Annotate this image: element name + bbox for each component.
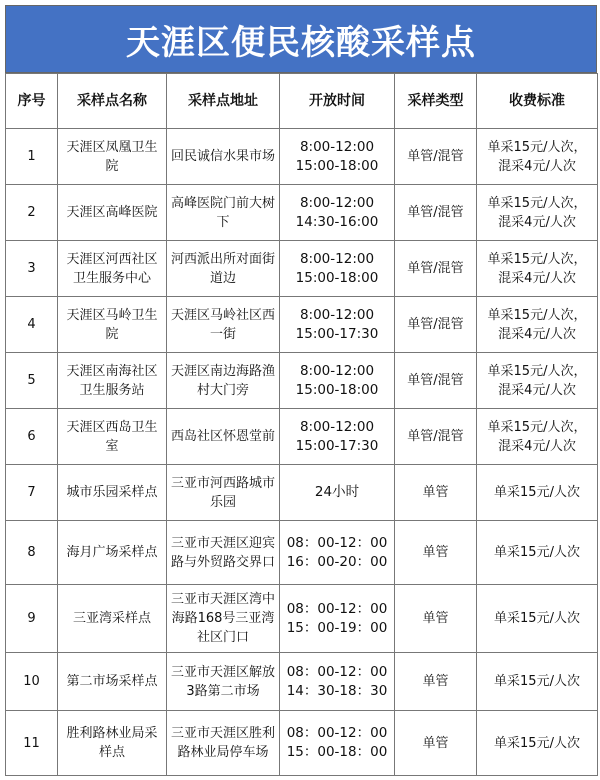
cell-fee-line: 混采4元/人次 bbox=[498, 270, 576, 286]
cell-fee-line: 混采4元/人次 bbox=[498, 438, 576, 454]
cell-time bbox=[280, 585, 395, 653]
cell-type-line: 单管/混管 bbox=[407, 373, 464, 388]
cell-address bbox=[167, 585, 280, 653]
cell-name-line: 胜利路林业局采样点 bbox=[66, 726, 158, 760]
cell-name-line: 海月广场采样点 bbox=[66, 545, 158, 560]
cell-name-line: 天涯区马岭卫生院 bbox=[66, 307, 158, 342]
cell-type-line: 单管 bbox=[422, 485, 449, 500]
cell-name bbox=[58, 185, 167, 241]
header-name: 采样点名称 bbox=[58, 74, 167, 129]
cell-time-line: 08：00-12：00 bbox=[286, 725, 388, 741]
table-row bbox=[6, 653, 598, 711]
cell-name bbox=[58, 465, 167, 521]
cell-fee bbox=[477, 297, 598, 353]
cell-fee bbox=[477, 129, 598, 185]
cell-address-line: 三亚市天涯区湾中海路168号三亚湾社区门口 bbox=[170, 592, 275, 645]
cell-no-line: 11 bbox=[23, 735, 40, 751]
cell-no-line: 9 bbox=[27, 611, 36, 626]
cell-time-line: 14:30-16:00 bbox=[295, 213, 379, 230]
cell-type bbox=[395, 711, 477, 776]
header-fee: 收费标准 bbox=[477, 74, 598, 129]
table-row bbox=[6, 465, 598, 521]
cell-name bbox=[58, 353, 167, 409]
cell-name-line: 天涯区河西社区卫生服务中心 bbox=[66, 251, 158, 286]
cell-type-line: 单管/混管 bbox=[407, 429, 464, 444]
cell-no-line: 2 bbox=[27, 205, 36, 220]
cell-time-line: 8:00-12:00 bbox=[299, 306, 375, 323]
cell-type bbox=[395, 465, 477, 521]
cell-time bbox=[280, 185, 395, 241]
cell-fee bbox=[477, 185, 598, 241]
cell-name bbox=[58, 521, 167, 585]
table-row bbox=[6, 711, 598, 776]
cell-fee-line: 单采15元/人次， bbox=[487, 139, 587, 155]
cell-fee bbox=[477, 409, 598, 465]
table-row bbox=[6, 409, 598, 465]
cell-name-line: 城市乐园采样点 bbox=[66, 485, 158, 500]
cell-time bbox=[280, 521, 395, 585]
cell-name bbox=[58, 409, 167, 465]
cell-address-line: 三亚市河西路城市乐园 bbox=[170, 475, 275, 510]
cell-address bbox=[167, 711, 280, 776]
cell-name-line: 天涯区西岛卫生室 bbox=[66, 419, 158, 454]
cell-name bbox=[58, 241, 167, 297]
cell-time-line: 24小时 bbox=[314, 484, 360, 500]
cell-time-line: 08：00-12：00 bbox=[286, 663, 388, 680]
cell-no-line: 10 bbox=[23, 674, 40, 689]
cell-name-line: 第二市场采样点 bbox=[66, 674, 158, 689]
cell-address bbox=[167, 297, 280, 353]
cell-type bbox=[395, 353, 477, 409]
cell-fee-line: 混采4元/人次 bbox=[498, 158, 576, 174]
cell-no bbox=[6, 353, 58, 409]
cell-no-line: 5 bbox=[27, 373, 36, 388]
sampling-sites-table bbox=[5, 73, 598, 776]
cell-address-line: 三亚市天涯区胜利路林业局停车场 bbox=[170, 726, 275, 760]
sampling-sites-document bbox=[5, 5, 597, 776]
cell-no bbox=[6, 241, 58, 297]
cell-time-line: 15:00-17:30 bbox=[295, 437, 379, 454]
cell-time-line: 15：00-19：00 bbox=[286, 619, 388, 636]
cell-type-line: 单管 bbox=[422, 735, 449, 751]
cell-type-line: 单管/混管 bbox=[407, 205, 464, 220]
cell-fee bbox=[477, 353, 598, 409]
cell-time bbox=[280, 297, 395, 353]
cell-fee-line: 单采15元/人次， bbox=[487, 307, 587, 323]
cell-name-line: 天涯区凤凰卫生院 bbox=[66, 139, 158, 174]
cell-time bbox=[280, 653, 395, 711]
table-row bbox=[6, 585, 598, 653]
header-address: 采样点地址 bbox=[167, 74, 280, 129]
table-row bbox=[6, 241, 598, 297]
cell-address bbox=[167, 465, 280, 521]
cell-time bbox=[280, 409, 395, 465]
cell-address-line: 三亚市天涯区迎宾路与外贸路交界口 bbox=[170, 535, 275, 570]
cell-fee-line: 单采15元/人次 bbox=[494, 611, 580, 626]
cell-address bbox=[167, 653, 280, 711]
cell-no bbox=[6, 297, 58, 353]
cell-type bbox=[395, 297, 477, 353]
table-row bbox=[6, 185, 598, 241]
cell-address bbox=[167, 129, 280, 185]
cell-address bbox=[167, 185, 280, 241]
cell-type bbox=[395, 409, 477, 465]
cell-address bbox=[167, 353, 280, 409]
cell-no bbox=[6, 185, 58, 241]
cell-time bbox=[280, 465, 395, 521]
cell-address bbox=[167, 241, 280, 297]
cell-time-line: 15:00-18:00 bbox=[295, 381, 379, 398]
header-time: 开放时间 bbox=[280, 74, 395, 129]
cell-time-line: 14：30-18：30 bbox=[286, 682, 388, 699]
cell-time-line: 08：00-12：00 bbox=[286, 534, 388, 551]
cell-time bbox=[280, 241, 395, 297]
cell-time bbox=[280, 353, 395, 409]
cell-fee-line: 单采15元/人次 bbox=[494, 674, 580, 689]
cell-type bbox=[395, 241, 477, 297]
header-no: 序号 bbox=[6, 74, 58, 129]
cell-no bbox=[6, 521, 58, 585]
cell-name bbox=[58, 297, 167, 353]
cell-no-line: 8 bbox=[27, 545, 36, 560]
cell-name-line: 天涯区高峰医院 bbox=[66, 205, 158, 220]
cell-time-line: 8:00-12:00 bbox=[299, 194, 375, 211]
cell-type-line: 单管/混管 bbox=[407, 317, 464, 332]
table-header-row bbox=[6, 74, 598, 129]
cell-type-line: 单管 bbox=[422, 545, 449, 560]
cell-no bbox=[6, 653, 58, 711]
cell-no bbox=[6, 129, 58, 185]
cell-time-line: 8:00-12:00 bbox=[299, 250, 375, 267]
cell-name bbox=[58, 129, 167, 185]
cell-address bbox=[167, 409, 280, 465]
cell-fee-line: 单采15元/人次， bbox=[487, 195, 587, 211]
cell-fee-line: 单采15元/人次， bbox=[487, 419, 587, 435]
cell-no-line: 1 bbox=[27, 149, 36, 164]
cell-time-line: 8:00-12:00 bbox=[299, 138, 375, 155]
cell-type bbox=[395, 585, 477, 653]
cell-fee bbox=[477, 711, 598, 776]
cell-address-line: 河西派出所对面街道边 bbox=[170, 251, 275, 286]
cell-address-line: 西岛社区怀恩堂前 bbox=[170, 429, 275, 444]
page-title: 天涯区便民核酸采样点 bbox=[5, 5, 597, 73]
table-row bbox=[6, 129, 598, 185]
cell-fee-line: 单采15元/人次 bbox=[494, 735, 580, 751]
cell-fee bbox=[477, 585, 598, 653]
cell-time-line: 15:00-17:30 bbox=[295, 325, 379, 342]
cell-type bbox=[395, 653, 477, 711]
cell-name-line: 天涯区南海社区卫生服务站 bbox=[66, 363, 158, 398]
cell-time bbox=[280, 129, 395, 185]
cell-fee-line: 混采4元/人次 bbox=[498, 326, 576, 342]
cell-type bbox=[395, 129, 477, 185]
cell-name bbox=[58, 653, 167, 711]
cell-fee-line: 单采15元/人次， bbox=[487, 363, 587, 379]
cell-time-line: 15:00-18:00 bbox=[295, 157, 379, 174]
cell-name-line: 三亚湾采样点 bbox=[72, 611, 151, 626]
cell-no-line: 7 bbox=[27, 485, 36, 500]
cell-fee-line: 单采15元/人次 bbox=[494, 545, 580, 560]
cell-no bbox=[6, 711, 58, 776]
cell-fee bbox=[477, 521, 598, 585]
cell-name bbox=[58, 585, 167, 653]
cell-no bbox=[6, 465, 58, 521]
cell-address-line: 天涯区马岭社区西一街 bbox=[170, 307, 275, 342]
cell-type-line: 单管 bbox=[422, 611, 449, 626]
cell-fee bbox=[477, 653, 598, 711]
cell-fee bbox=[477, 241, 598, 297]
cell-no-line: 3 bbox=[27, 261, 36, 276]
cell-type-line: 单管/混管 bbox=[407, 149, 464, 164]
cell-no bbox=[6, 409, 58, 465]
cell-time-line: 08：00-12：00 bbox=[286, 600, 388, 617]
cell-fee-line: 单采15元/人次， bbox=[487, 251, 587, 267]
cell-fee-line: 混采4元/人次 bbox=[498, 214, 576, 230]
cell-address-line: 天涯区南边海路渔村大门旁 bbox=[170, 363, 275, 398]
cell-time-line: 15：00-18：00 bbox=[286, 744, 388, 760]
cell-address bbox=[167, 521, 280, 585]
cell-name bbox=[58, 711, 167, 776]
cell-type-line: 单管/混管 bbox=[407, 261, 464, 276]
cell-no-line: 4 bbox=[27, 317, 36, 332]
table-row bbox=[6, 353, 598, 409]
cell-time-line: 16：00-20：00 bbox=[286, 553, 388, 570]
cell-time-line: 8:00-12:00 bbox=[299, 362, 375, 379]
cell-fee bbox=[477, 465, 598, 521]
cell-type bbox=[395, 521, 477, 585]
cell-type bbox=[395, 185, 477, 241]
cell-no bbox=[6, 585, 58, 653]
cell-address-line: 三亚市天涯区解放3路第二市场 bbox=[170, 664, 275, 699]
cell-time-line: 8:00-12:00 bbox=[299, 418, 375, 435]
table-row bbox=[6, 297, 598, 353]
cell-fee-line: 混采4元/人次 bbox=[498, 382, 576, 398]
cell-fee-line: 单采15元/人次 bbox=[494, 485, 580, 500]
cell-address-line: 高峰医院门前大树下 bbox=[170, 195, 275, 230]
table-row bbox=[6, 521, 598, 585]
cell-time bbox=[280, 711, 395, 776]
cell-type-line: 单管 bbox=[422, 674, 449, 689]
header-type: 采样类型 bbox=[395, 74, 477, 129]
cell-no-line: 6 bbox=[27, 429, 36, 444]
cell-address-line: 回民诚信水果市场 bbox=[170, 149, 275, 164]
cell-time-line: 15:00-18:00 bbox=[295, 269, 379, 286]
